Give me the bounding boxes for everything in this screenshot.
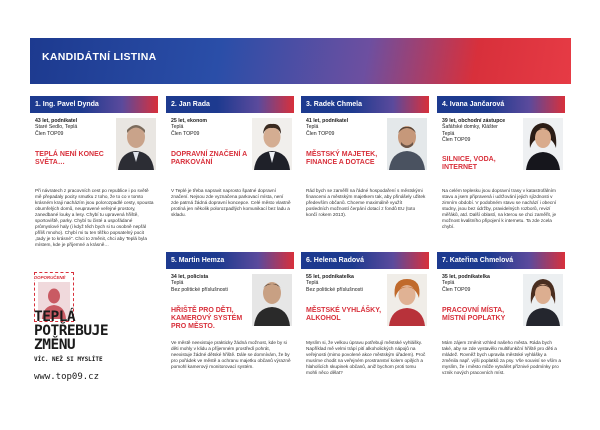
candidate-card-6	[301, 252, 429, 418]
candidate-slogan: MĚSTSKÉ VYHLÁŠKY, ALKOHOL	[306, 307, 382, 323]
website-link[interactable]: www.top09.cz	[34, 372, 100, 382]
candidate-photo	[116, 118, 156, 170]
page-title: KANDIDÁTNÍ LISTINA	[42, 51, 157, 63]
candidate-slogan: TEPLÁ NENÍ KONEC SVĚTA…	[35, 151, 104, 167]
candidate-slogan: MĚSTSKÝ MAJETEK, FINANCE A DOTACE	[306, 151, 378, 167]
candidate-photo	[387, 274, 427, 326]
candidate-age-job: 35 let, podnikatelka	[442, 274, 490, 280]
candidate-bio: Na celém teplesku jsou dopravní trasy v katastrofálním stavu a jsem připravená i udržování jejich sjízdnosti v zimním období. V podobném stavu se nachází i obecní studny, jsou bez údržby, pravidelných rozborů, revizí měřáků, atd. Další oblastí, na kterou se chci zaměřit, je možnost kvalitního připojení k internetu. Ta zde zcela chybí.	[442, 188, 557, 229]
candidate-details	[35, 118, 105, 137]
candidate-name: 1. Ing. Pavel Dynda	[30, 96, 158, 113]
candidate-bio: Myslím si, že velkou úpravu potřebují městské vyhlášky. Například mě velmi trápí pití alkoholických nápojů na veřejnosti (mimo povolené akce městským úřadem). Proč musíme chodit na veřejném prostranství kolem opilých a hlaholících skupinek občanů, aniž bychom proti tomu mohli něco dělat?	[306, 340, 426, 375]
candidate-detail-line: Teplá	[442, 280, 455, 287]
candidate-age-job: 41 let, podnikatel	[306, 118, 349, 124]
candidate-details	[306, 118, 376, 137]
candidate-photo	[523, 118, 563, 170]
candidate-detail-line: Teplá	[306, 124, 319, 131]
candidate-bio: Ve městě neexistuje prakticky žádná možnost, kde by si děti mohly v klidu a příjemném prostředí pohrát, neexistuje žádné dětské hřiště. Dále se domnívám, že by pro pořádek ve městě a ochranu majetku občanů výrazně pomohl kamerový monitorovací systém.	[171, 340, 291, 369]
candidate-age-job: 43 let, podnikatel	[35, 118, 78, 124]
candidate-bio: Mám zájem změnit vzhled našeho města. Ráda bych také, aby se zde vystavělo multifunkční hřiště pro děti a mládež. Rovněž bych upravila městské vyhlášky a změnila např. výši poplatků za psy. Vše souvisí se vším a myslím, že i město může vytvářet příznivé podmínky pro vznik nových pracovních míst.	[442, 340, 561, 375]
candidate-detail-line: Teplá	[171, 124, 184, 131]
candidate-detail-line: Staré Sedlo, Teplá	[35, 124, 78, 131]
candidate-slogan: SILNICE, VODA, INTERNET	[442, 156, 496, 172]
candidate-slogan: PRACOVNÍ MÍSTA, MÍSTNÍ POPLATKY	[442, 307, 506, 323]
candidate-photo	[387, 118, 427, 170]
candidate-detail-line: Šafářské domky, Klášter	[442, 124, 498, 131]
candidate-name: 5. Martin Hemza	[166, 252, 294, 269]
candidate-detail-line: Člen TOP09	[35, 130, 64, 137]
candidate-photo	[252, 274, 292, 326]
candidate-name: 3. Radek Chmela	[301, 96, 429, 113]
candidate-slogan: DOPRAVNÍ ZNAČENÍ A PARKOVÁNÍ	[171, 151, 247, 167]
candidate-bio: V Teplé je třeba napravit naprosto špatné dopravní značení. Nejsou zde vyznačena parkovací místa, není zde patrná žádná dopravní koncepce. Celé město vlastně protíná jen několik polorozpadlých komunikací bez ladu a skladu.	[171, 188, 291, 217]
candidate-card-2	[166, 96, 294, 264]
candidate-details	[171, 118, 241, 137]
campaign-slogan-line: ZMĚNU	[34, 337, 76, 353]
candidate-bio: Rád bych se zaměřil na řádné hospodaření s městskými financemi a městským majetkem tak, aby přinášely užitek především občanů. Chceme maximálně využít posledních možností čerpání dotací z fondů EU (toto končí rokem 2013).	[306, 188, 426, 217]
candidate-detail-line: Člen TOP09	[442, 136, 471, 143]
candidate-age-job: 34 let, policista	[171, 274, 209, 280]
candidate-name: 4. Ivana Jančarová	[437, 96, 565, 113]
candidate-detail-line: Teplá	[442, 130, 455, 137]
candidate-age-job: 25 let, ekonom	[171, 118, 208, 124]
page-header	[30, 38, 571, 84]
candidate-card-1	[30, 96, 158, 264]
stamp-label: DOPORUČENÉ	[34, 275, 66, 280]
candidate-name: 7. Kateřina Chmelová	[437, 252, 565, 269]
candidate-card-4	[437, 96, 565, 264]
candidate-details	[306, 274, 376, 293]
campaign-slogan-line: POTŘEBUJE	[34, 323, 109, 339]
candidate-card-5	[166, 252, 294, 418]
candidate-detail-line: Teplá	[171, 280, 184, 287]
candidate-detail-line: Člen TOP09	[171, 130, 200, 137]
candidate-detail-line: Bez politické příslušnosti	[306, 286, 363, 293]
candidate-name: 2. Jan Rada	[166, 96, 294, 113]
campaign-slogan-line: TEPLÁ	[34, 309, 76, 325]
candidate-slogan: HŘIŠTĚ PRO DĚTI, KAMEROVÝ SYSTÉM PRO MĚSTO.	[171, 307, 243, 331]
candidate-card-3	[301, 96, 429, 264]
candidate-age-job: 55 let, podnikatelka	[306, 274, 354, 280]
candidate-details	[442, 274, 512, 293]
campaign-slogan	[34, 310, 108, 352]
campaign-subtitle: VÍC. NEŽ SI MYSLÍTE	[34, 356, 103, 363]
candidate-bio: Při návratech z pracovních cest po republice i po světě mě přepadaly pocity smutku z toho, že to co v tomto krásném kraji nacházím jsou polorozpadlé cesty, spousta obumřelých domů, neupravené veřejné prostory, zanedbané louky a lesy. Chybí tu upravená hřiště, sportoviště, parky. Chybí tu čisté a uspořádané průmyslové haly (i když těch bych si tu osobně nepřál příliš mnoho). Chybí mi tu ten těžko popsatelný pocit „tady je to krásné“. Chci to změnit, chci aby Teplá byla místem, kde je příjemné a krásně…	[35, 188, 154, 247]
candidate-detail-line: Bez politické příslušnosti	[171, 286, 228, 293]
candidate-age-job: 39 let, obchodní zástupce	[442, 118, 506, 124]
candidate-detail-line: Člen TOP09	[306, 130, 335, 137]
candidate-card-7	[437, 252, 565, 418]
candidate-photo	[523, 274, 563, 326]
candidate-photo	[252, 118, 292, 170]
candidate-name: 6. Helena Radová	[301, 252, 429, 269]
campaign-logo	[30, 270, 160, 410]
candidate-details	[171, 274, 241, 293]
candidate-details	[442, 118, 512, 143]
candidate-detail-line: Člen TOP09	[442, 286, 471, 293]
candidate-detail-line: Teplá	[306, 280, 319, 287]
